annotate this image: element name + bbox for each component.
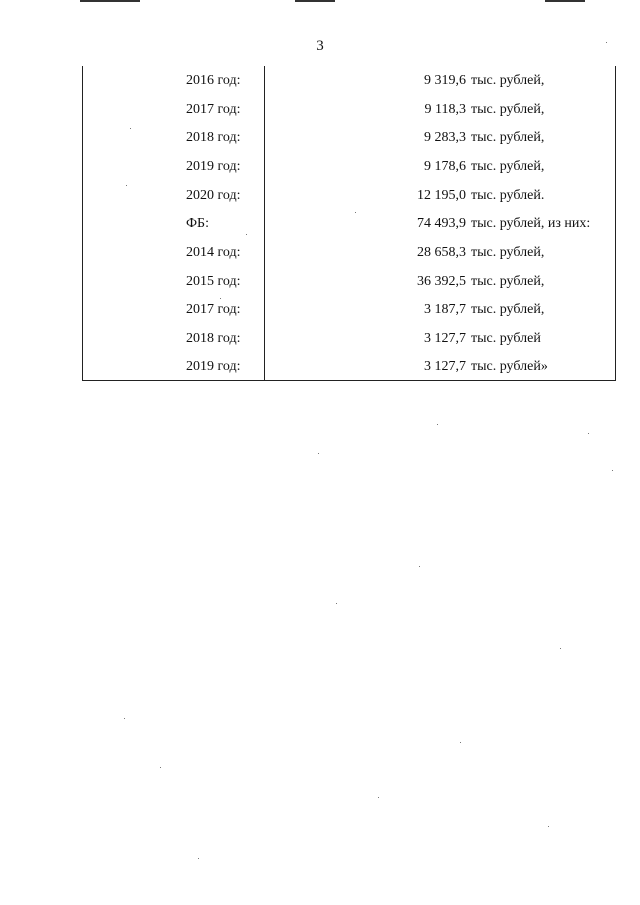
table-row [186, 243, 606, 263]
row-amount: 9 178,6 [424, 159, 466, 174]
scan-speck [124, 718, 125, 719]
row-unit: тыс. рублей, [471, 245, 545, 260]
row-label: 2018 год: [186, 331, 241, 346]
scan-speck [355, 212, 356, 213]
table-row [186, 214, 606, 234]
scan-speck [198, 858, 199, 859]
table-row [186, 71, 606, 91]
row-label: 2019 год: [186, 359, 241, 374]
row-amount: 3 127,7 [424, 359, 466, 374]
scan-speck [560, 648, 561, 649]
scan-speck [419, 566, 420, 567]
table-row [186, 329, 606, 349]
scan-speck [130, 128, 131, 129]
row-amount: 12 195,0 [417, 188, 466, 203]
table-row [186, 300, 606, 320]
row-unit: тыс. рублей, [471, 274, 545, 289]
row-label: ФБ: [186, 216, 209, 231]
row-label: 2017 год: [186, 102, 241, 117]
row-unit: тыс. рублей, [471, 73, 545, 88]
scan-speck [378, 797, 379, 798]
scan-speck [126, 185, 127, 186]
page-number: 3 [316, 38, 324, 54]
scan-speck [437, 424, 438, 425]
row-amount: 9 283,3 [424, 130, 466, 145]
row-unit: тыс. рублей, [471, 302, 545, 317]
table-row [186, 100, 606, 120]
row-label: 2017 год: [186, 302, 241, 317]
row-amount: 36 392,5 [417, 274, 466, 289]
scan-speck [460, 742, 461, 743]
table-row [186, 157, 606, 177]
row-label: 2020 год: [186, 188, 241, 203]
row-label: 2016 год: [186, 73, 241, 88]
scan-speck [336, 603, 337, 604]
table-row [186, 272, 606, 292]
table-row [186, 357, 606, 377]
scan-speck [606, 42, 607, 43]
row-label: 2018 год: [186, 130, 241, 145]
row-unit: тыс. рублей» [471, 359, 548, 374]
row-amount: 9 118,3 [424, 102, 466, 117]
scan-speck [246, 234, 247, 235]
row-amount: 74 493,9 [417, 216, 466, 231]
row-unit: тыс. рублей, [471, 102, 545, 117]
top-edge-line-left [80, 0, 140, 2]
row-unit: тыс. рублей, [471, 159, 545, 174]
row-amount: 28 658,3 [417, 245, 466, 260]
row-unit: тыс. рублей. [471, 188, 545, 203]
row-unit: тыс. рублей, из них: [471, 216, 591, 231]
row-amount: 3 187,7 [424, 302, 466, 317]
scan-speck [220, 298, 221, 299]
table-row [186, 128, 606, 148]
row-unit: тыс. рублей [471, 331, 541, 346]
scan-speck [548, 826, 549, 827]
scan-speck [318, 453, 319, 454]
top-edge-line-center [295, 0, 335, 2]
scan-speck [612, 470, 613, 471]
row-label: 2015 год: [186, 274, 241, 289]
row-amount: 9 319,6 [424, 73, 466, 88]
scan-speck [160, 767, 161, 768]
row-unit: тыс. рублей, [471, 130, 545, 145]
scan-speck [588, 433, 589, 434]
top-edge-line-right [545, 0, 585, 2]
row-label: 2019 год: [186, 159, 241, 174]
row-label: 2014 год: [186, 245, 241, 260]
row-amount: 3 127,7 [424, 331, 466, 346]
table-row [186, 186, 606, 206]
